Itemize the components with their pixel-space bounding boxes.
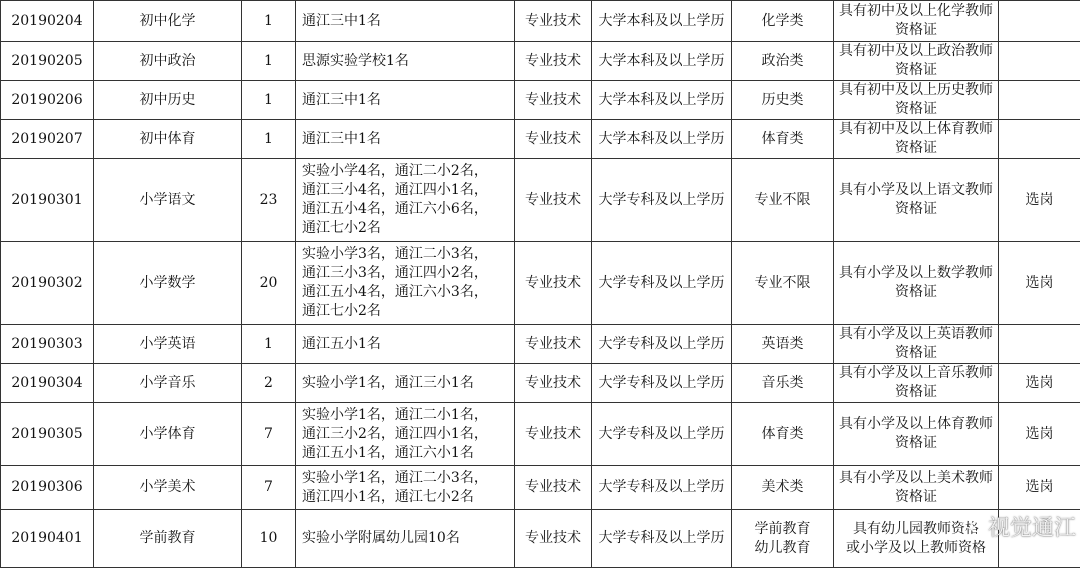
- note-cell: [999, 325, 1080, 364]
- subject-cell: 初中体育: [94, 120, 242, 159]
- schools-line: 实验小学1名，通江三小1名: [302, 374, 474, 391]
- table-body: [1, 1, 1080, 568]
- schools-line: 实验小学1名，通江二小3名，: [302, 469, 488, 486]
- table-row: [1, 403, 1080, 466]
- count-cell: 23: [242, 159, 296, 242]
- table-row: [1, 1, 1080, 42]
- major-cell: [732, 242, 834, 325]
- education-cell: 大学专科及以上学历: [592, 159, 732, 242]
- major-line: 美术类: [761, 479, 804, 495]
- qualification-cell: [834, 403, 999, 466]
- note-cell: 选岗: [999, 242, 1080, 325]
- schools-line: 实验小学附属幼儿园10名: [302, 530, 460, 546]
- schools-line: 实验小学3名，通江二小3名，: [302, 246, 488, 262]
- schools-line: 通江三中1名: [302, 91, 381, 108]
- schools-cell: [296, 159, 515, 242]
- category-cell: 专业技术: [515, 364, 592, 403]
- category-cell: 专业技术: [515, 403, 592, 466]
- education-cell: 大学本科及以上学历: [592, 81, 732, 120]
- qualification-cell: [834, 81, 999, 120]
- major-cell: [732, 81, 834, 120]
- note-cell: 选岗: [999, 466, 1080, 510]
- subject-cell: 小学体育: [94, 403, 242, 466]
- table-row: [1, 364, 1080, 403]
- subject-cell: 初中历史: [94, 81, 242, 120]
- qualification-line: 具有初中及以上体育教师资格证: [839, 121, 993, 156]
- education-cell: 大学专科及以上学历: [592, 364, 732, 403]
- major-line: 幼儿教育: [754, 539, 811, 556]
- code-cell: 20190206: [1, 81, 94, 120]
- note-cell: 选岗: [999, 159, 1080, 242]
- major-line: 政治类: [761, 52, 804, 69]
- watermark-text: 视觉通江: [987, 516, 1076, 541]
- subject-cell: 小学英语: [94, 325, 242, 364]
- qualification-line: 具有小学及以上音乐教师资格证: [839, 365, 993, 400]
- major-cell: [732, 42, 834, 81]
- major-line: 专业不限: [754, 274, 811, 291]
- category-cell: 专业技术: [515, 242, 592, 325]
- schools-line: 实验小学1名，通江二小1名，: [302, 406, 488, 423]
- qualification-cell: [834, 510, 999, 568]
- subject-cell: 初中政治: [94, 42, 242, 81]
- qualification-cell: [834, 42, 999, 81]
- subject-cell: 小学语文: [94, 159, 242, 242]
- qualification-line: 具有初中及以上化学教师资格证: [839, 3, 993, 38]
- code-cell: 20190304: [1, 364, 94, 403]
- schools-cell: [296, 1, 515, 42]
- note-cell: [999, 81, 1080, 120]
- major-line: 音乐类: [761, 374, 804, 391]
- note-cell: [999, 1, 1080, 42]
- major-line: 化学类: [761, 12, 804, 29]
- count-cell: 2: [242, 364, 296, 403]
- category-cell: 专业技术: [515, 159, 592, 242]
- schools-line: 通江五小1名，通江六小1名: [302, 444, 474, 461]
- education-cell: 大学本科及以上学历: [592, 42, 732, 81]
- qualification-line: 具有幼儿园教师资格: [853, 520, 979, 537]
- education-cell: 大学专科及以上学历: [592, 510, 732, 568]
- education-cell: 大学专科及以上学历: [592, 466, 732, 510]
- subject-cell: 学前教育: [94, 510, 242, 568]
- major-cell: [732, 325, 834, 364]
- code-cell: 20190303: [1, 325, 94, 364]
- code-cell: 20190401: [1, 510, 94, 568]
- code-cell: 20190205: [1, 42, 94, 81]
- qualification-line: 具有小学及以上数学教师资格证: [839, 265, 993, 300]
- table-row: [1, 81, 1080, 120]
- education-cell: 大学本科及以上学历: [592, 1, 732, 42]
- qualification-cell: [834, 1, 999, 42]
- major-cell: [732, 1, 834, 42]
- code-cell: 20190305: [1, 403, 94, 466]
- major-cell: [732, 466, 834, 510]
- education-cell: 大学专科及以上学历: [592, 403, 732, 466]
- category-cell: 专业技术: [515, 120, 592, 159]
- note-cell: [999, 120, 1080, 159]
- code-cell: 20190207: [1, 120, 94, 159]
- schools-line: 通江三中1名: [302, 12, 381, 29]
- schools-line: 通江三小2名，通江四小1名，: [302, 425, 488, 442]
- table-row: [1, 325, 1080, 364]
- count-cell: 20: [242, 242, 296, 325]
- major-cell: [732, 364, 834, 403]
- education-cell: 大学专科及以上学历: [592, 325, 732, 364]
- schools-line: 通江七小2名: [302, 220, 381, 236]
- qualification-cell: [834, 159, 999, 242]
- qualification-cell: [834, 466, 999, 510]
- major-line: 历史类: [761, 91, 804, 108]
- schools-line: 通江七小2名: [302, 303, 381, 319]
- count-cell: 7: [242, 403, 296, 466]
- schools-line: 通江三小3名，通江四小2名，: [302, 265, 488, 281]
- count-cell: 1: [242, 42, 296, 81]
- schools-line: 思源实验学校1名: [302, 52, 409, 69]
- count-cell: 10: [242, 510, 296, 568]
- education-cell: 大学本科及以上学历: [592, 120, 732, 159]
- count-cell: 1: [242, 120, 296, 159]
- count-cell: 1: [242, 1, 296, 42]
- major-line: 专业不限: [754, 191, 811, 208]
- qualification-line: 具有初中及以上政治教师资格证: [839, 43, 993, 78]
- table-row: [1, 466, 1080, 510]
- schools-cell: [296, 364, 515, 403]
- note-cell: [999, 510, 1080, 568]
- table-row: [1, 510, 1080, 568]
- schools-line: 通江五小4名，通江六小3名，: [302, 284, 488, 300]
- code-cell: 20190301: [1, 159, 94, 242]
- note-cell: 选岗: [999, 364, 1080, 403]
- table-row: [1, 42, 1080, 81]
- schools-cell: [296, 81, 515, 120]
- schools-line: 通江五小1名: [302, 335, 381, 352]
- category-cell: 专业技术: [515, 510, 592, 568]
- note-cell: 选岗: [999, 403, 1080, 466]
- schools-cell: [296, 242, 515, 325]
- code-cell: 20190204: [1, 1, 94, 42]
- qualification-line: 具有小学及以上语文教师资格证: [839, 182, 993, 217]
- schools-line: 实验小学4名，通江二小2名，: [302, 163, 488, 179]
- category-cell: 专业技术: [515, 81, 592, 120]
- schools-line: 通江五小4名，通江六小6名，: [302, 201, 488, 217]
- major-cell: [732, 403, 834, 466]
- major-cell: [732, 120, 834, 159]
- subject-cell: 初中化学: [94, 1, 242, 42]
- category-cell: 专业技术: [515, 325, 592, 364]
- schools-line: 通江三中1名: [302, 130, 381, 147]
- qualification-line: 具有初中及以上历史教师资格证: [839, 82, 993, 117]
- qualification-cell: [834, 364, 999, 403]
- schools-line: 通江三小4名，通江四小1名，: [302, 182, 488, 198]
- major-cell: [732, 159, 834, 242]
- count-cell: 1: [242, 81, 296, 120]
- category-cell: 专业技术: [515, 42, 592, 81]
- code-cell: 20190302: [1, 242, 94, 325]
- subject-cell: 小学数学: [94, 242, 242, 325]
- table-row: [1, 120, 1080, 159]
- education-cell: 大学专科及以上学历: [592, 242, 732, 325]
- qualification-cell: [834, 242, 999, 325]
- note-cell: [999, 42, 1080, 81]
- qualification-line: 具有小学及以上英语教师资格证: [839, 326, 993, 361]
- schools-line: 通江四小1名，通江七小2名: [302, 488, 474, 505]
- qualification-line: 具有小学及以上体育教师资格证: [839, 416, 993, 451]
- schools-cell: [296, 120, 515, 159]
- schools-cell: [296, 42, 515, 81]
- major-cell: [732, 510, 834, 568]
- major-line: 学前教育: [754, 520, 811, 537]
- category-cell: 专业技术: [515, 466, 592, 510]
- major-line: 体育类: [761, 425, 804, 442]
- count-cell: 7: [242, 466, 296, 510]
- qualification-cell: [834, 325, 999, 364]
- major-line: 体育类: [761, 130, 804, 147]
- subject-cell: 小学美术: [94, 466, 242, 510]
- schools-cell: [296, 466, 515, 510]
- subject-cell: 小学音乐: [94, 364, 242, 403]
- schools-cell: [296, 403, 515, 466]
- category-cell: 专业技术: [515, 1, 592, 42]
- qualification-line: 或小学及以上教师资格: [846, 539, 986, 556]
- schools-cell: [296, 510, 515, 568]
- schools-cell: [296, 325, 515, 364]
- code-cell: 20190306: [1, 466, 94, 510]
- qualification-line: 具有小学及以上美术教师资格证: [839, 469, 993, 505]
- table-row: [1, 242, 1080, 325]
- count-cell: 1: [242, 325, 296, 364]
- qualification-cell: [834, 120, 999, 159]
- major-line: 英语类: [761, 335, 804, 352]
- table-row: [1, 159, 1080, 242]
